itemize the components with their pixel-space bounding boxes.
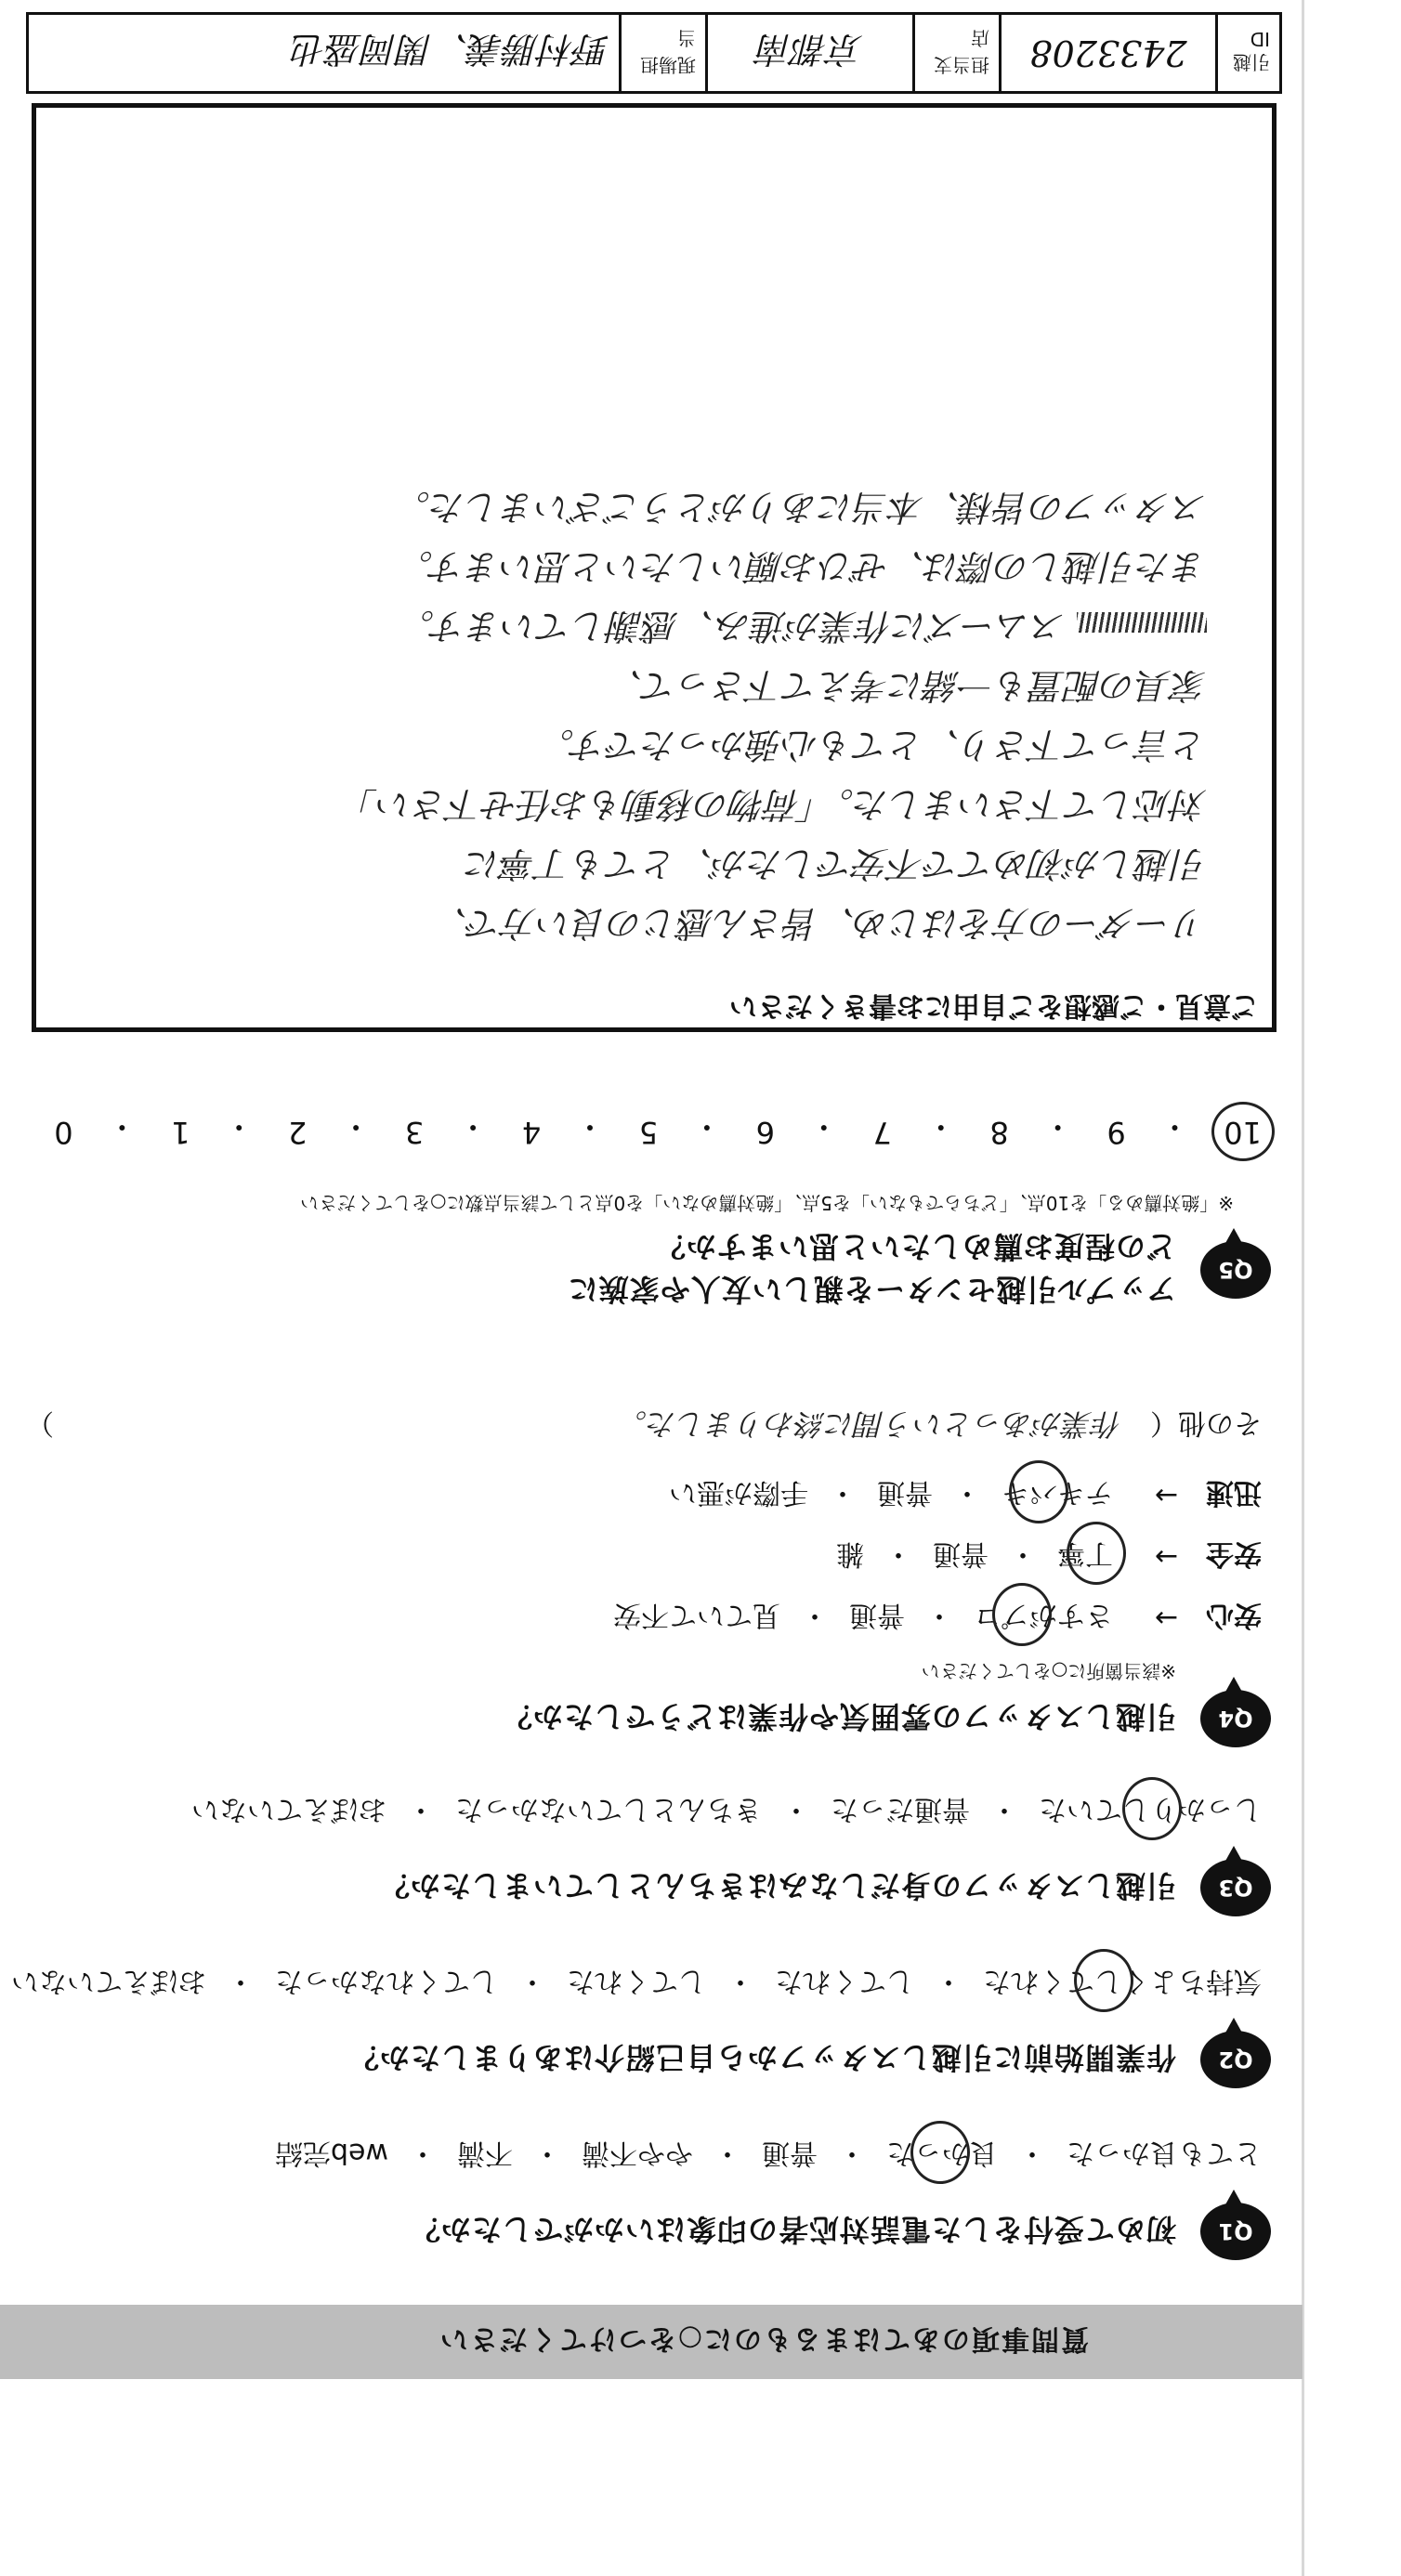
- branch-value: 京都南: [757, 29, 864, 71]
- scale-option[interactable]: 4: [521, 1115, 542, 1150]
- selection-circle: [1074, 1949, 1133, 2012]
- q3-option[interactable]: きちんとしていなかった: [455, 1793, 762, 1825]
- q2-option[interactable]: してくれた: [775, 1965, 914, 1997]
- comment-line: また引越しの際は、ぜひお願いしたいと思います。: [398, 546, 1207, 587]
- arrow-icon: →: [1154, 1602, 1178, 1635]
- q3-badge: Q3: [1200, 1859, 1271, 1916]
- comment-line: 引越しが初めてで不安でしたが、とても丁寧に: [465, 843, 1207, 884]
- scribble-out: [1077, 613, 1207, 634]
- q3-option[interactable]: 普通だった: [831, 1793, 970, 1825]
- scan-edge: [1302, 0, 1304, 2576]
- scale-option[interactable]: 0: [54, 1115, 73, 1150]
- q5-badge: Q5: [1200, 1241, 1271, 1299]
- arrow-icon: →: [1154, 1540, 1178, 1574]
- q3-option[interactable]: おぼえていない: [191, 1793, 386, 1825]
- q4-row-jinsoku: 迅速 → テキパキ ・ 普通 ・ 手際が悪い: [7, 1475, 1262, 1516]
- q2-option-selected[interactable]: 気持ちよくしてくれた: [983, 1964, 1262, 2005]
- recommend-scale: 10 ・ 9 ・ 8 ・ 7 ・ 6 ・ 5 ・ 4 ・ 3 ・ 2 ・ 1 ・ 0: [54, 1107, 1262, 1150]
- selection-circle: [910, 2121, 970, 2184]
- q1-option[interactable]: web完結: [274, 2137, 388, 2169]
- q1-option-selected[interactable]: 良かった: [886, 2136, 998, 2177]
- selection-circle: [1067, 1522, 1126, 1585]
- q2-options: 気持ちよくしてくれた ・ してくれた ・ してくれた ・ してくれなかった ・ おぼえていない: [7, 1964, 1262, 2005]
- selection-circle: [1211, 1102, 1275, 1161]
- q4-option-selected[interactable]: さすがプロ: [974, 1598, 1113, 1639]
- row-label: 迅速: [1206, 1476, 1262, 1509]
- comment-line: リーダーの方をはじめ、皆さん感じの良い方で、: [432, 903, 1207, 944]
- q2-option[interactable]: してくれた: [567, 1965, 706, 1997]
- q5-note: ※「絶対薦める」を10点、「どちらでもない」を5点、「絶対薦めない」を0点として該当点数に○をしてください: [300, 1192, 1234, 1214]
- comment-handwriting: [73, 477, 1207, 953]
- q1-badge: Q1: [1200, 2203, 1271, 2260]
- id-value: 2433208: [1029, 33, 1187, 73]
- scale-option[interactable]: 5: [638, 1115, 659, 1150]
- q1-option[interactable]: 不満: [457, 2137, 513, 2169]
- q4-option[interactable]: 雑: [836, 1537, 864, 1570]
- q2-text: 作業開始前に引越しスタッフから自己紹介はありましたか？: [347, 2040, 1176, 2075]
- other-handwritten[interactable]: 作業があっという間に終わりました。: [617, 1406, 1122, 1442]
- scale-option[interactable]: 8: [989, 1115, 1009, 1150]
- q4-row-anzen: 安全 → 丁寧 ・ 普通 ・ 雑: [7, 1536, 1262, 1577]
- comment-line-with-strike: スムーズに作業が進み、感謝しています。: [73, 596, 1207, 656]
- q1-options: とても良かった ・ 良かった ・ 普通 ・ やや不満 ・ 不満 ・ web完結: [7, 2136, 1262, 2177]
- selection-circle: [992, 1583, 1052, 1646]
- q1-option[interactable]: やや不満: [582, 2137, 693, 2169]
- comment-line: と言って下さり、とても心強かったです。: [539, 725, 1207, 765]
- q4-other: [7, 1405, 1262, 1447]
- q3-options: しっかりしていた ・ 普通だった ・ きちんとしていなかった ・ おぼえていない: [7, 1792, 1262, 1833]
- banner-text: 質問事項のあてはまるものに○をつけてください: [438, 2322, 1089, 2355]
- q1-option[interactable]: とても良かった: [1067, 2137, 1262, 2169]
- selection-circle: [1009, 1460, 1068, 1523]
- scale-option[interactable]: 6: [755, 1115, 776, 1150]
- scale-option[interactable]: 1: [171, 1115, 190, 1150]
- question-3: [7, 1792, 1271, 1916]
- selection-circle: [1122, 1777, 1182, 1840]
- question-5: [7, 1191, 1271, 1313]
- branch-label: 担当支店: [934, 27, 989, 76]
- staff-value: 野村勝義、関岡盛也: [291, 29, 609, 71]
- q2-option[interactable]: おぼえていない: [11, 1965, 206, 1997]
- q3-option-selected[interactable]: しっかりしていた: [1039, 1792, 1262, 1833]
- q4-badge: Q4: [1200, 1690, 1271, 1747]
- scale-10-selected[interactable]: 10: [1224, 1107, 1262, 1150]
- q4-option[interactable]: 普通: [933, 1537, 989, 1570]
- staff-info-table: [26, 12, 1282, 94]
- q4-row-anshin: 安心 → さすがプロ ・ 普通 ・ 見ていて不安: [7, 1598, 1262, 1639]
- q4-option-selected[interactable]: テキパキ: [1002, 1475, 1113, 1516]
- row-label: 安心: [1206, 1599, 1262, 1631]
- instruction-banner: [0, 2305, 1303, 2379]
- comment-box[interactable]: [32, 103, 1277, 1032]
- comment-line: スタッフの皆様、本当にありがとうございました。: [394, 487, 1207, 528]
- q4-option-selected[interactable]: 丁寧: [1057, 1536, 1113, 1577]
- row-label: 安全: [1206, 1537, 1262, 1570]
- q1-option[interactable]: 普通: [762, 2137, 818, 2169]
- question-2: [7, 1964, 1271, 2088]
- question-4: [7, 1405, 1271, 1747]
- scale-option[interactable]: 9: [1106, 1115, 1126, 1150]
- other-label: その他（: [1150, 1406, 1262, 1439]
- scale-option[interactable]: 7: [872, 1115, 892, 1150]
- q5-text-line2: どの程度お薦めしたいと思いますか？: [654, 1229, 1176, 1264]
- id-label: 引越ID: [1233, 28, 1270, 74]
- q3-text: 引越しスタッフの身だしなみはきちんとしていましたか？: [378, 1868, 1176, 1903]
- scale-option[interactable]: 3: [404, 1115, 425, 1150]
- q4-note: ※該当箇所に○をしてください: [921, 1660, 1176, 1682]
- q4-option[interactable]: 普通: [849, 1599, 905, 1631]
- q2-option[interactable]: してくれなかった: [275, 1965, 498, 1997]
- q4-option[interactable]: 見ていて不安: [613, 1599, 780, 1631]
- scale-option[interactable]: 2: [288, 1115, 308, 1150]
- question-1: [7, 2136, 1271, 2260]
- comment-title: ご意見・ご感想をご自由にお書きください: [729, 989, 1259, 1022]
- q1-text: 初めて受付をした電話対応者の印象はいかがでしたか？: [409, 2212, 1176, 2247]
- staff-label: 現場担当: [640, 27, 696, 76]
- q2-badge: Q2: [1200, 2031, 1271, 2088]
- arrow-icon: →: [1154, 1479, 1178, 1512]
- other-close: ）: [26, 1406, 54, 1439]
- comment-line: 対応して下さいました。「荷物の移動もお任せ下さい」: [341, 784, 1207, 825]
- q5-text-line1: アップル引越センターを親しい友人や家族に: [567, 1272, 1176, 1307]
- q4-text: 引越しスタッフの雰囲気や作業はどうでしたか？: [501, 1699, 1176, 1734]
- comment-line: 家具の配置も一緒に考えて下さって、: [607, 665, 1207, 706]
- q4-option[interactable]: 手際が悪い: [669, 1476, 808, 1509]
- q4-option[interactable]: 普通: [877, 1476, 933, 1509]
